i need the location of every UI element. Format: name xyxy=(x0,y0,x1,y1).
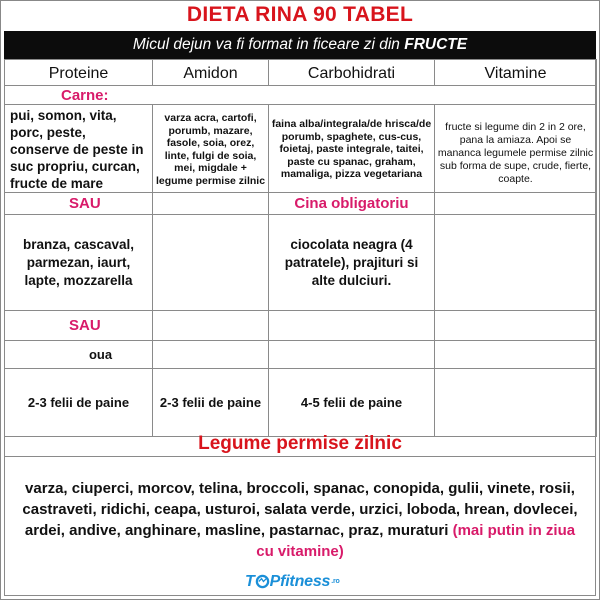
logo-o-icon xyxy=(255,574,270,589)
subtitle-emphasis: FRUCTE xyxy=(404,36,468,53)
logo-word-fitness: fitness xyxy=(280,573,331,590)
carbohidrati-cell-2: ciocolata neagra (4 patratele), prajituri si alte dulciuri. xyxy=(269,215,435,311)
paine-amidon-cell: 2-3 felii de paine xyxy=(153,369,269,437)
legume-list xyxy=(22,478,578,562)
empty-cell xyxy=(435,215,597,311)
legume-items: varza, ciuperci, morcov, telina, broccoli, spanac, conopida, gulii, vinete, rosii, castraveti, ridichi, ceapa, usturoi, salata verde, urzici, loboda, hrean, dovlecei, ardei, andive, anghinare, masline, pastarnac, praz, muraturi xyxy=(22,480,578,539)
border-left xyxy=(4,59,5,596)
empty-cell xyxy=(153,341,269,369)
amidon-cell-1: varza acra, cartofi, porumb, mazare, fasole, soia, orez, linte, fulgi de soia, mei, migdale + legume permise zilnic xyxy=(153,105,269,193)
column-header-vitamine: Vitamine xyxy=(435,60,597,86)
logo-tld: .ro xyxy=(331,578,340,585)
proteine-cell-1: pui, somon, vita, porc, peste, conserve de peste in suc propriu, curcan, fructe de mare xyxy=(5,105,153,193)
subtitle-bar xyxy=(4,31,596,59)
cina-label: Cina obligatoriu xyxy=(269,193,435,215)
sau-row-2 xyxy=(5,311,597,341)
border-bottom xyxy=(4,595,596,596)
empty-cell xyxy=(153,311,269,341)
topfitness-logo xyxy=(245,571,340,593)
sau-row-1 xyxy=(5,193,597,215)
border-right xyxy=(595,59,596,596)
paine-carbohidrati-cell: 4-5 felii de paine xyxy=(269,369,435,437)
oua-row xyxy=(5,341,597,369)
vitamine-cell-1: fructe si legume din 2 in 2 ore, pana la amiaza. Apoi se mananca legumele permise zilnic sub forma de supe, crude, fierte, coapte. xyxy=(435,105,597,193)
empty-cell xyxy=(435,369,597,437)
column-header-carbohidrati: Carbohidrati xyxy=(269,60,435,86)
logo-letter-t: T xyxy=(245,573,255,590)
divider xyxy=(4,456,596,457)
empty-cell xyxy=(435,193,597,215)
column-header-proteine: Proteine xyxy=(5,60,153,86)
carne-label: Carne: xyxy=(5,86,597,105)
food-row-1 xyxy=(5,105,597,193)
empty-cell xyxy=(269,341,435,369)
legume-section-title: Legume permise zilnic xyxy=(198,433,402,454)
paine-row xyxy=(5,369,597,437)
empty-cell xyxy=(435,311,597,341)
empty-cell xyxy=(153,215,269,311)
diet-table xyxy=(4,59,597,437)
empty-cell xyxy=(269,311,435,341)
header-row xyxy=(5,60,597,86)
page-title: DIETA RINA 90 TABEL xyxy=(186,3,414,26)
empty-cell xyxy=(153,193,269,215)
column-header-amidon: Amidon xyxy=(153,60,269,86)
proteine-cell-3: oua xyxy=(5,341,153,369)
empty-cell xyxy=(435,341,597,369)
logo-letter-p: P xyxy=(269,573,281,590)
sau-label-1: SAU xyxy=(5,193,153,215)
carbohidrati-cell-1: faina alba/integrala/de hrisca/de porumb, spaghete, cus-cus, foietaj, paste integrale, taitei, paste cu spanac, graham, mamaliga, pizza vegetariana xyxy=(269,105,435,193)
sau-label-2: SAU xyxy=(5,311,153,341)
legume-note: (mai putin in ziua cu vitamine) xyxy=(256,522,576,560)
subtitle-text: Micul dejun va fi format in ficeare zi din xyxy=(132,36,405,53)
carne-row xyxy=(5,86,597,105)
paine-proteine-cell: 2-3 felii de paine xyxy=(5,369,153,437)
food-row-2 xyxy=(5,215,597,311)
proteine-cell-2: branza, cascaval, parmezan, iaurt, lapte, mozzarella xyxy=(5,215,153,311)
